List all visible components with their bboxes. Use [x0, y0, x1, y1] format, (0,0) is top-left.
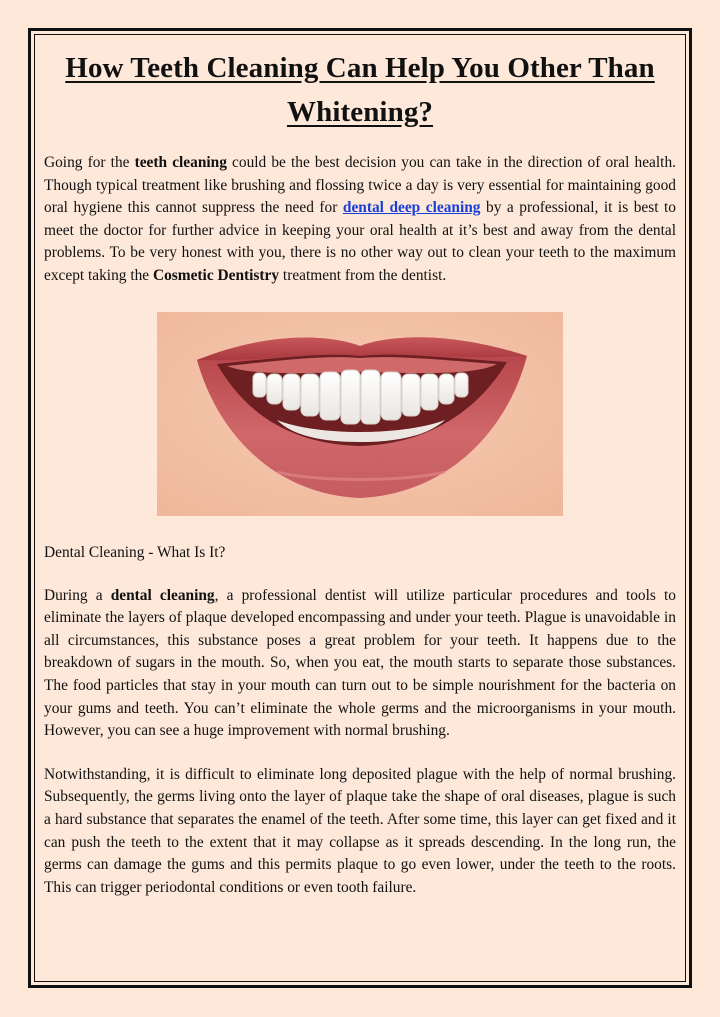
article-title: How Teeth Cleaning Can Help You Other Than Whitening?: [65, 52, 655, 128]
plaque-paragraph: Notwithstanding, it is difficult to eliminate long deposited plague with the help of normal brushing. Subsequently, the germs living onto the layer of plaque take the shape of oral diseases, plague is such a hard substance that separates the enamel of the teeth. After some time, this layer can get fixed and it can push the teeth to the extent that it may collapse as it spreads descending. In the long run, the germs can damage the gums and this permits plaque to go even lower, under the teeth to the roots. This can trigger periodontal conditions or even tooth failure.: [44, 765, 676, 896]
intro-text-2: could be the best decision you can take in the direction of oral health. Though typical treatment like brushing and flossing twice a day is very essential for maintaining good oral hygiene this cannot suppress the need for: [44, 154, 676, 217]
intro-text-3: by a professional, it is best to meet the doctor for further advice in keeping your oral health at it’s best and away from the dental problems. To be very honest with you, there is no other way out to clean your teeth to the maximum except taking the: [44, 199, 676, 284]
dental-cleaning-paragraph: [44, 585, 676, 743]
intro-text-4: treatment from the dentist.: [279, 266, 447, 284]
intro-paragraph: [44, 152, 676, 288]
para2-text-1: During a: [44, 586, 111, 604]
dental-deep-cleaning-link[interactable]: dental deep cleaning: [342, 199, 481, 217]
para2-text-2: , a professional dentist will utilize particular procedures and tools to eliminate the layers of plaque developed encompassing and under your teeth. Plague is unavoidable in all circumstances, this substance poses a great problem for your teeth. It happens due to the breakdown of sugars in the mouth. So, when you eat, the mouth starts to separate those substances. The food particles that stay in your mouth can turn out to be simple nourishment for the bacteria on your gums and teeth. You can’t eliminate the whole germs and the microorganisms in your mouth. However, you can see a huge improvement with normal brushing.: [44, 586, 676, 740]
intro-text-1: Going for the: [44, 154, 135, 171]
article-content: [44, 44, 676, 899]
smile-image: [157, 312, 563, 516]
smile-illustration: [157, 312, 563, 516]
dental-cleaning-bold: dental cleaning: [110, 586, 215, 604]
cosmetic-dentistry-bold: Cosmetic Dentistry: [152, 266, 280, 284]
teeth-cleaning-bold: teeth cleaning: [134, 154, 227, 171]
section-heading: Dental Cleaning - What Is It?: [44, 543, 226, 561]
